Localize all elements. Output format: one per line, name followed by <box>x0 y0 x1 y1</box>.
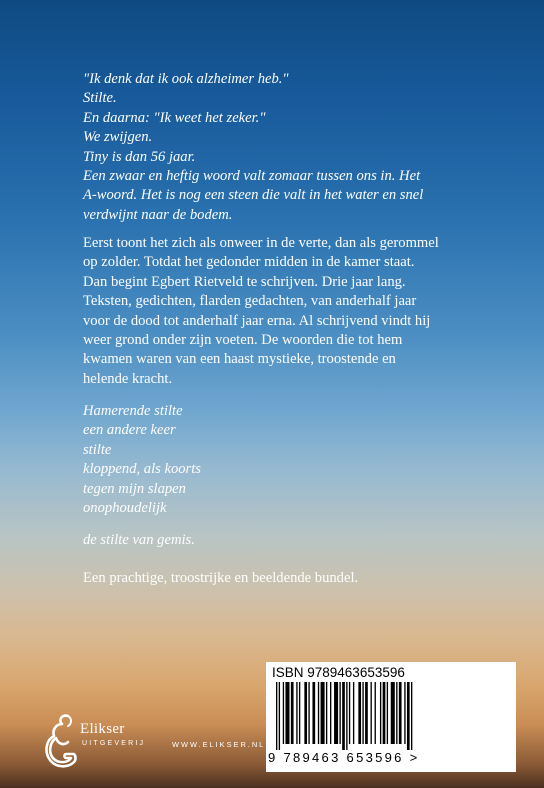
poem-line: Hamerende stilte <box>83 403 183 419</box>
quote-line: Stilte. <box>83 90 117 107</box>
publisher-name: Elikser <box>80 721 125 737</box>
isbn-barcode <box>266 662 516 772</box>
poem-line: tegen mijn slapen <box>83 480 186 497</box>
blurb-line: Dan begint Egbert Rietveld te schrijven. Drie jaar lang. <box>83 273 406 290</box>
blurb-line: helende kracht. <box>83 370 173 387</box>
blurb-line: voor de dood tot anderhalf jaar erna. Al schrijvend vindt hij <box>83 312 431 329</box>
quote-line: Een zwaar en heftig woord valt zomaar tussen ons in. Het <box>83 168 421 185</box>
quote-line: "Ik denk dat ik ook alzheimer heb." <box>83 71 289 87</box>
poem-line: onophoudelijk <box>83 500 167 517</box>
quote-line: Tiny is dan 56 jaar. <box>83 148 196 165</box>
blurb-line: op zolder. Totdat het gedonder midden in de kamer staat. <box>83 254 415 271</box>
blurb-line: kwamen waren van een haast mystieke, troostende en <box>83 351 396 368</box>
poem-excerpt <box>83 402 201 518</box>
poem-line: kloppend, als koorts <box>83 461 201 478</box>
publisher-website: WWW.ELIKSER.NL <box>172 740 266 749</box>
barcode-digits: 9 789463 653596 > <box>268 750 420 765</box>
publisher-subtitle: UITGEVERIJ <box>82 740 146 747</box>
quote-line: En daarna: "Ik weet het zeker." <box>83 109 266 126</box>
blurb-line: Teksten, gedichten, flarden gedachten, van anderhalf jaar <box>83 293 417 310</box>
isbn-label: ISBN 9789463653596 <box>272 665 405 680</box>
poem-line: een andere keer <box>83 422 176 439</box>
quote-line: verdwijnt naar de bodem. <box>83 206 233 223</box>
quote-line: A-woord. Het is nog een steen die valt in het water en snel <box>83 187 424 204</box>
blurb-line: Eerst toont het zich als onweer in de verte, dan als gerommel <box>83 235 439 251</box>
tagline: Een prachtige, troostrijke en beeldende bundel. <box>83 570 359 586</box>
poem-line: stilte <box>83 441 112 458</box>
back-cover-quote <box>83 70 483 225</box>
quote-line: We zwijgen. <box>83 129 153 146</box>
barcode-bars <box>276 682 466 750</box>
poem-coda: de stilte van gemis. <box>83 532 195 548</box>
blurb-paragraph <box>83 234 503 389</box>
blurb-line: weer grond onder zijn voeten. De woorden die tot hem <box>83 332 403 349</box>
